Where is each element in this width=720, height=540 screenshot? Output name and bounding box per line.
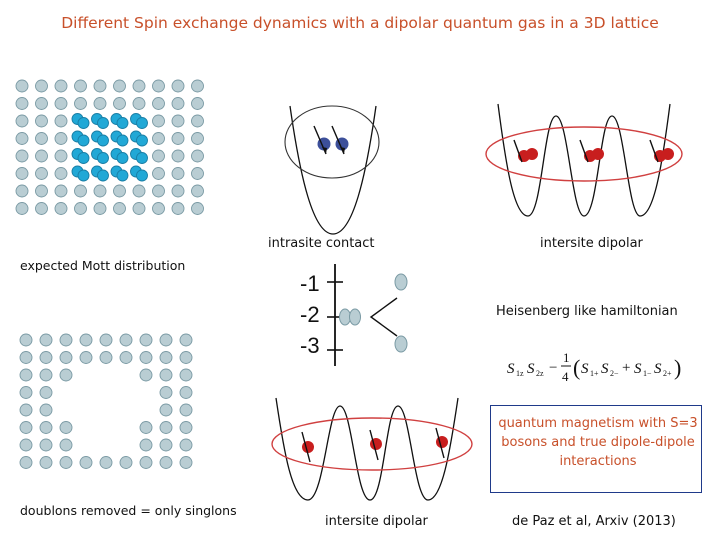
blue-atom: [78, 118, 89, 129]
grey-atom: [160, 457, 172, 469]
blue-atom: [117, 170, 128, 181]
blue-atom: [137, 118, 148, 129]
spin-exchange-diagram: [325, 262, 425, 372]
svg-text:+: +: [622, 360, 631, 376]
svg-text:−: −: [549, 360, 558, 376]
grey-atom: [153, 168, 165, 180]
grey-atom: [36, 98, 48, 110]
blue-atom: [137, 135, 148, 146]
grey-atom: [120, 334, 132, 346]
grey-atom: [120, 352, 132, 364]
grey-atom: [133, 203, 145, 215]
blue-atom: [117, 135, 128, 146]
grey-atom: [172, 115, 184, 127]
intersite-dipolar-top-label: intersite dipolar: [540, 236, 643, 251]
grey-atom: [160, 369, 172, 381]
grey-atom: [153, 133, 165, 145]
grey-atom: [55, 168, 67, 180]
blue-atom: [117, 118, 128, 129]
svg-text:1: 1: [563, 350, 570, 365]
svg-text:2z: 2z: [536, 369, 544, 378]
grey-atom: [172, 185, 184, 197]
svg-text:2+: 2+: [663, 369, 672, 378]
grey-atom: [20, 457, 32, 469]
svg-text:S: S: [527, 361, 535, 377]
grey-atom: [140, 439, 152, 451]
grey-atom: [160, 334, 172, 346]
grey-atom: [94, 185, 106, 197]
blue-atom: [78, 135, 89, 146]
blue-atom: [98, 118, 109, 129]
grey-atom: [55, 80, 67, 92]
grey-atom: [60, 457, 72, 469]
grey-atom: [20, 422, 32, 434]
grey-atom: [60, 334, 72, 346]
grey-atom: [140, 422, 152, 434]
grey-atom: [192, 150, 204, 162]
grey-atom: [153, 115, 165, 127]
grey-atom: [100, 334, 112, 346]
grey-atom: [55, 185, 67, 197]
grey-atom: [40, 457, 52, 469]
grey-atom: [36, 115, 48, 127]
grey-atom: [60, 352, 72, 364]
grey-atom: [140, 369, 152, 381]
svg-text:S: S: [507, 361, 515, 377]
grey-atom: [153, 80, 165, 92]
grey-atom: [20, 334, 32, 346]
grey-atom: [120, 457, 132, 469]
grey-atom: [180, 404, 192, 416]
page-title: Different Spin exchange dynamics with a dipolar quantum gas in a 3D lattice: [61, 14, 659, 32]
grey-atom: [160, 422, 172, 434]
grey-atom: [75, 98, 87, 110]
grey-atom: [75, 80, 87, 92]
heisenberg-label: Heisenberg like hamiltonian: [496, 304, 678, 319]
grey-atom: [20, 369, 32, 381]
doublons-removed-label: doublons removed = only singlons: [20, 503, 237, 518]
grey-atom: [20, 439, 32, 451]
grey-atom: [16, 115, 28, 127]
grey-atom: [192, 185, 204, 197]
grey-atom: [192, 133, 204, 145]
grey-atom: [172, 168, 184, 180]
grey-atom: [172, 133, 184, 145]
blue-atom: [137, 153, 148, 164]
citation: de Paz et al, Arxiv (2013): [512, 514, 676, 529]
grey-atom: [153, 98, 165, 110]
grey-atom: [80, 457, 92, 469]
blue-atom: [117, 153, 128, 164]
svg-text:S: S: [634, 361, 642, 377]
grey-atom: [80, 334, 92, 346]
quantum-magnetism-text: quantum magnetism with S=3 bosons and true dipole-dipole interactions: [498, 416, 698, 469]
grey-atom: [20, 387, 32, 399]
singlon-lattice: [14, 330, 214, 475]
grey-atom: [133, 185, 145, 197]
grey-atom: [192, 98, 204, 110]
svg-text:S: S: [654, 361, 662, 377]
grey-atom: [36, 133, 48, 145]
blue-atom: [98, 170, 109, 181]
grey-atom: [180, 369, 192, 381]
grey-atom: [55, 150, 67, 162]
grey-atom: [140, 334, 152, 346]
grey-atom: [36, 80, 48, 92]
blue-atom: [98, 135, 109, 146]
grey-atom: [180, 352, 192, 364]
grey-atom: [40, 352, 52, 364]
expected-mott-label: expected Mott distribution: [20, 258, 186, 273]
blue-atom: [137, 170, 148, 181]
grey-atom: [36, 185, 48, 197]
spin-level: -2: [300, 302, 320, 327]
grey-atom: [80, 352, 92, 364]
grey-atom: [94, 203, 106, 215]
grey-atom: [192, 80, 204, 92]
grey-atom: [75, 203, 87, 215]
grey-atom: [20, 352, 32, 364]
blue-atom: [78, 153, 89, 164]
grey-atom: [55, 203, 67, 215]
svg-text:(: (: [573, 355, 581, 380]
grey-atom: [16, 98, 28, 110]
grey-atom: [40, 387, 52, 399]
grey-atom: [36, 150, 48, 162]
grey-atom: [16, 168, 28, 180]
blue-atom: [78, 170, 89, 181]
grey-atom: [94, 98, 106, 110]
spin-level: -3: [300, 333, 320, 358]
grey-atom: [172, 203, 184, 215]
svg-text:): ): [674, 355, 682, 380]
intersite-well-top: [480, 96, 720, 226]
grey-atom: [60, 439, 72, 451]
intersite-dipolar-bottom-label: intersite dipolar: [325, 514, 428, 529]
grey-atom: [114, 98, 126, 110]
grey-atom: [40, 369, 52, 381]
grey-atom: [36, 168, 48, 180]
grey-atom: [160, 439, 172, 451]
spin-level: -1: [300, 271, 320, 296]
intrasite-contact-label: intrasite contact: [268, 236, 375, 251]
svg-text:2−: 2−: [610, 369, 619, 378]
grey-atom: [60, 422, 72, 434]
grey-atom: [153, 203, 165, 215]
grey-atom: [55, 98, 67, 110]
grey-atom: [40, 422, 52, 434]
dark-blue-atom-pair: [314, 126, 349, 154]
grey-atom: [140, 352, 152, 364]
grey-atom: [55, 115, 67, 127]
grey-atom: [160, 387, 172, 399]
svg-text:4: 4: [562, 369, 569, 384]
red-atom-pairs: [514, 140, 674, 162]
grey-atom: [180, 334, 192, 346]
grey-atom: [16, 133, 28, 145]
grey-atom: [100, 352, 112, 364]
grey-atom: [180, 439, 192, 451]
grey-atom: [55, 133, 67, 145]
mott-lattice: [14, 78, 214, 218]
grey-atom: [160, 404, 172, 416]
svg-text:1+: 1+: [590, 369, 599, 378]
grey-atom: [75, 185, 87, 197]
grey-atom: [180, 422, 192, 434]
svg-text:S: S: [581, 361, 589, 377]
grey-atom: [94, 80, 106, 92]
intersite-well-bottom: [262, 392, 502, 510]
grey-atom: [60, 369, 72, 381]
grey-atom: [16, 80, 28, 92]
grey-atom: [20, 404, 32, 416]
hamiltonian-equation: [505, 345, 695, 387]
spin-level-numbers: [300, 268, 320, 361]
svg-text:1z: 1z: [516, 369, 524, 378]
intrasite-well-diagram: [268, 96, 398, 246]
grey-atom: [192, 168, 204, 180]
grey-atom: [192, 115, 204, 127]
grey-atom: [180, 457, 192, 469]
grey-atom: [133, 98, 145, 110]
grey-atom: [40, 334, 52, 346]
grey-atom: [160, 352, 172, 364]
grey-atom: [16, 150, 28, 162]
grey-atom: [133, 80, 145, 92]
grey-atom: [172, 98, 184, 110]
grey-atom: [36, 203, 48, 215]
svg-text:1−: 1−: [643, 369, 652, 378]
grey-atom: [114, 185, 126, 197]
blue-atom: [98, 153, 109, 164]
grey-atom: [16, 203, 28, 215]
grey-atom: [40, 404, 52, 416]
svg-text:S: S: [601, 361, 609, 377]
grey-atom: [153, 150, 165, 162]
grey-atom: [172, 150, 184, 162]
grey-atom: [40, 439, 52, 451]
grey-atom: [192, 203, 204, 215]
grey-atom: [114, 203, 126, 215]
grey-atom: [140, 457, 152, 469]
grey-atom: [153, 185, 165, 197]
grey-atom: [180, 387, 192, 399]
grey-atom: [16, 185, 28, 197]
grey-atom: [100, 457, 112, 469]
grey-atom: [172, 80, 184, 92]
grey-atom: [114, 80, 126, 92]
